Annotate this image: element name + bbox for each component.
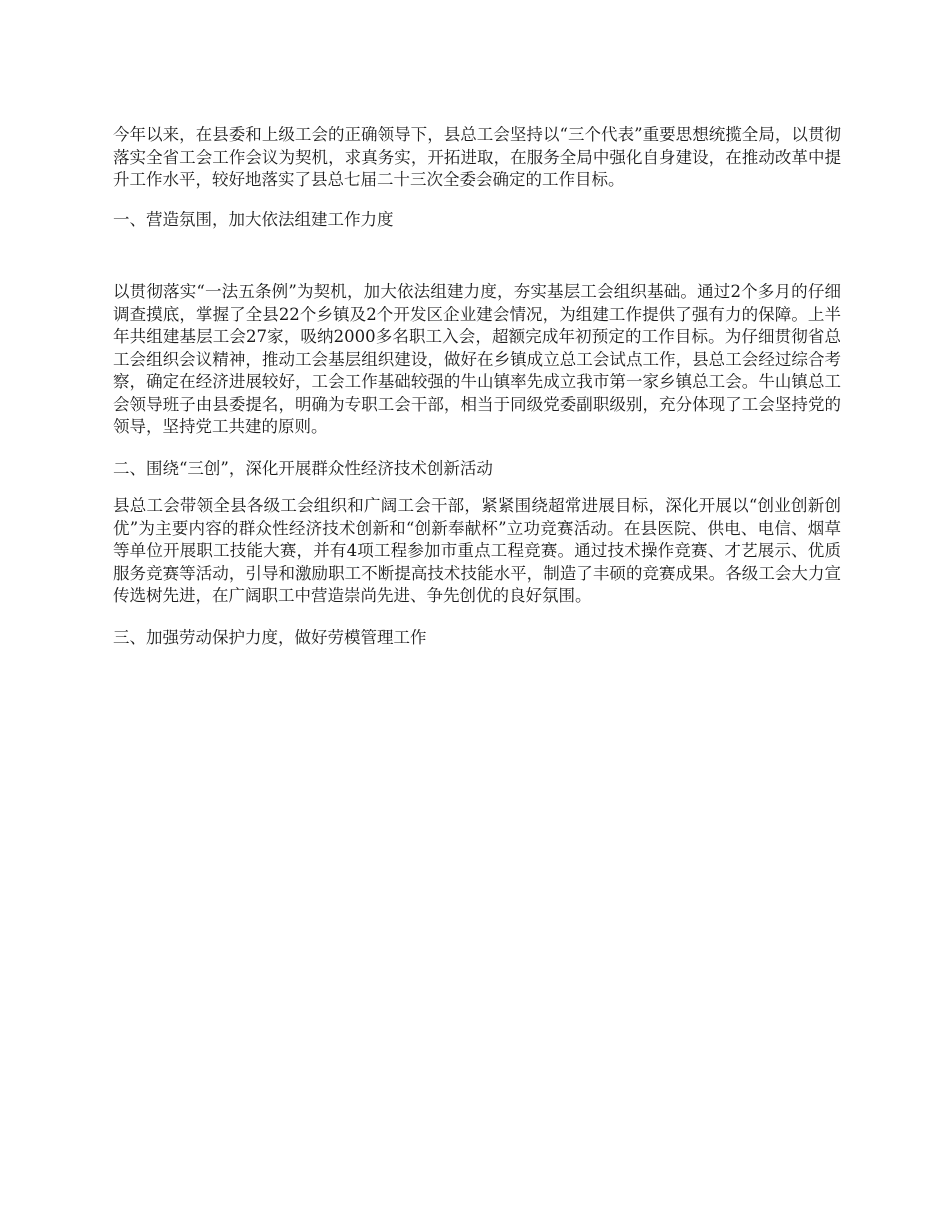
section-1-paragraph: 以贯彻落实“一法五条例”为契机，加大依法组建力度，夯实基层工会组织基础。通过2个多月的仔细调查摸底，掌握了全县22个乡镇及2个开发区企业建会情况，为组建工作提供了强有力的保障。上半年共组建基层工会27家，吸纳2000多名职工入会，超额完成年初预定的工作目标。为仔细贯彻省总工会组织会议精神，推动工会基层组织建设，做好在乡镇成立总工会试点工作，县总工会经过综合考察，确定在经济进展较好，工会工作基础较强的牛山镇率先成立我市第一家乡镇总工会。牛山镇总工会领导班子由县委提名，明确为专职工会干部，相当于同级党委副职级别，充分体现了工会坚持党的领导，坚持党工共建的原则。 bbox=[113, 282, 841, 436]
intro-paragraph: 今年以来，在县委和上级工会的正确领导下，县总工会坚持以“三个代表”重要思想统揽全局，以贯彻落实全省工会工作会议为契机，求真务实，开拓进取，在服务全局中强化自身建设，在推动改革中提升工作水平，较好地落实了县总七届二十三次全委会确定的工作目标。 bbox=[113, 125, 841, 189]
section-heading-3: 三、加强劳动保护力度，做好劳模管理工作 bbox=[113, 627, 427, 647]
section-2-paragraph: 县总工会带领全县各级工会组织和广阔工会干部，紧紧围绕超常进展目标，深化开展以“创业创新创优”为主要内容的群众性经济技术创新和“创新奉献杯”立功竞赛活动。在县医院、供电、电信、烟草等单位开展职工技能大赛，并有4项工程参加市重点工程竞赛。通过技术操作竞赛、才艺展示、优质服务竞赛等活动，引导和激励职工不断提高技术技能水平，制造了丰硕的竞赛成果。各级工会大力宣传选树先进，在广阔职工中营造崇尚先进、争先创优的良好氛围。 bbox=[113, 496, 841, 605]
document-body bbox=[113, 124, 841, 649]
section-heading-2: 二、围绕“三创”，深化开展群众性经济技术创新活动 bbox=[113, 458, 493, 478]
section-heading-1: 一、营造氛围，加大依法组建工作力度 bbox=[113, 209, 394, 229]
